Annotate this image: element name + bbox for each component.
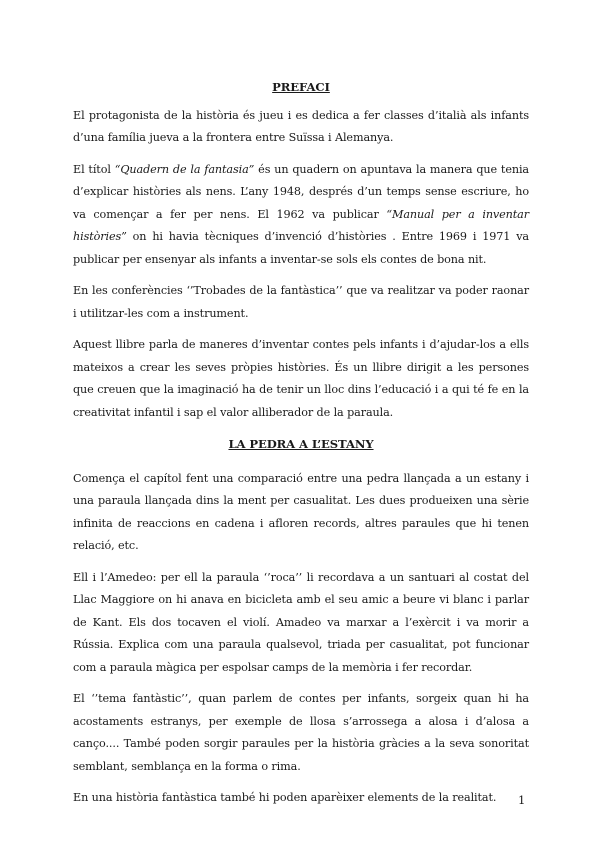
book-title: “Quadern de la fantasia” xyxy=(114,162,255,176)
paragraph-text: El títol xyxy=(73,162,115,176)
paragraph xyxy=(73,787,529,810)
paragraph xyxy=(73,105,529,150)
paragraph xyxy=(73,688,529,778)
book-title: “Manual per a inventar històries” xyxy=(73,207,529,243)
page-number: 1 xyxy=(518,793,526,807)
paragraph-text: on hi havia tècniques d’invenció d’històries . Entre 1969 i 1971 va publicar per ensenyar als infants a inventar-se sols els contes de bona nit. xyxy=(73,230,529,266)
paragraph xyxy=(73,159,529,272)
paragraph-text: Aquest llibre parla de maneres d’inventar contes pels infants i d’ajudar-los a ells mateixos a crear les seves pròpies històries. És un llibre dirigit a les persones que creuen que la imaginació ha de tenir un lloc dins l’educació i a qui té fe en la creativitat infantil i sap el valor alliberador de la paraula. xyxy=(73,338,529,419)
paragraph-text: El ‘’tema fantàstic’’, quan parlem de contes per infants, sorgeix quan hi ha acostaments estranys, per exemple de llosa s’arrossega a alosa i d’alosa a canço.... També poden sorgir paraules per la història gràcies a la seva sonoritat semblant, semblança en la forma o rima. xyxy=(73,692,529,773)
paragraph-text: En una història fantàstica també hi poden aparèixer elements de la realitat. xyxy=(73,791,497,804)
paragraph-text: és un quadern on apuntava la manera que tenia d’explicar històries als nens. L’any 1948, després d’un temps sense escriure, ho va començar a fer per nens. El 1962 va publicar xyxy=(73,162,529,221)
paragraph xyxy=(73,334,529,424)
section-title-prefaci: PREFACI xyxy=(272,80,330,94)
paragraph-text: El protagonista de la història és jueu i es dedica a fer classes d’italià als infants d’una família jueva a la frontera entre Suïssa i Alemanya. xyxy=(73,108,529,144)
section-title-la-pedra-a-lestany: LA PEDRA A L’ESTANY xyxy=(228,437,374,451)
paragraph-text: En les conferències ‘’Trobades de la fantàstica’’ que va realitzar va poder raonar i utilitzar-les com a instrument. xyxy=(73,284,529,320)
paragraph xyxy=(73,468,529,558)
paragraph xyxy=(73,280,529,325)
paragraph-text: Comença el capítol fent una comparació entre una pedra llançada a un estany i una paraula llançada dins la ment per casualitat. Les dues produeixen una sèrie infinita de reaccions en cadena i afloren records, altres paraules que hi tenen relació, etc. xyxy=(73,471,529,552)
paragraph xyxy=(73,567,529,680)
paragraph-text: Ell i l’Amedeo: per ell la paraula ‘’roca’’ li recordava a un santuari al costat del Llac Maggiore on hi anava en bicicleta amb el seu amic a beure vi blanc i parlar de Kant. Els dos tocaven el violí. Amadeo va marxar a l’exèrcit i va morir a Rússia. Explica com una paraula qualsevol, triada per casualitat, pot funcionar com a paraula màgica per espolsar camps de la memòria i fer recordar. xyxy=(73,570,529,674)
document-body xyxy=(73,76,529,819)
